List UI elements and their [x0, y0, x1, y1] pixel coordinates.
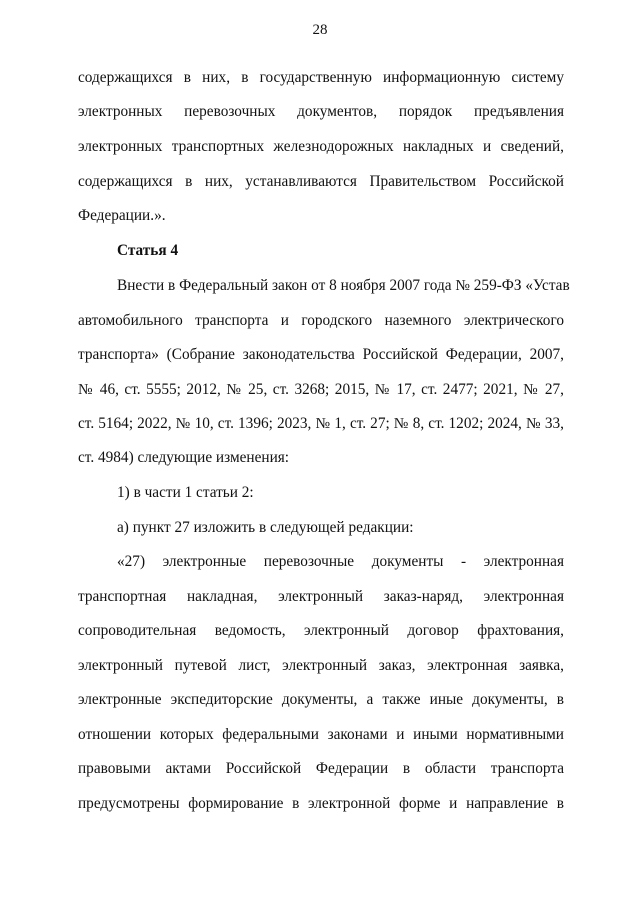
- text-line-4: содержащихся в них, устанавливаются Правительством Российской: [78, 173, 564, 190]
- page-number: 28: [312, 22, 328, 38]
- list-item-part-1: 1) в части 1 статьи 2:: [117, 484, 254, 501]
- text-line-3: электронных транспортных железнодорожных накладных и сведений,: [78, 138, 564, 155]
- text-line-11: ст. 4984) следующие изменения:: [78, 449, 290, 466]
- text-line-16: сопроводительная ведомость, электронный договор фрахтования,: [78, 622, 564, 639]
- text-line-7: автомобильного транспорта и городского наземного электрического: [78, 312, 564, 329]
- list-item-point-a: а) пункт 27 изложить в следующей редакции:: [117, 519, 414, 536]
- text-line-10: ст. 5164; 2022, № 10, ст. 1396; 2023, № 1, ст. 27; № 8, ст. 1202; 2024, № 33,: [78, 415, 564, 432]
- text-line-21: предусмотрены формирование в электронной форме и направление в: [78, 795, 564, 812]
- text-line-20: правовыми актами Российской Федерации в области транспорта: [78, 760, 564, 777]
- text-line-19: отношении которых федеральными законами и иными нормативными: [78, 726, 564, 743]
- text-line-14: «27) электронные перевозочные документы - электронная: [117, 553, 564, 570]
- text-line-2: электронных перевозочных документов, порядок предъявления: [78, 103, 564, 120]
- text-line-9: № 46, ст. 5555; 2012, № 25, ст. 3268; 2015, № 17, ст. 2477; 2021, № 27,: [78, 381, 564, 398]
- text-line-6: Внести в Федеральный закон от 8 ноября 2007 года № 259-ФЗ «Устав: [117, 277, 570, 294]
- text-line-8: транспорта» (Собрание законодательства Российской Федерации, 2007,: [78, 346, 564, 363]
- text-line-17: электронный путевой лист, электронный заказ, электронная заявка,: [78, 657, 564, 674]
- text-line-18: электронные экспедиторские документы, а также иные документы, в: [78, 691, 564, 708]
- text-line-1: содержащихся в них, в государственную информационную систему: [78, 69, 564, 86]
- text-line-15: транспортная накладная, электронный заказ-наряд, электронная: [78, 588, 564, 605]
- article-heading: Статья 4: [117, 242, 179, 259]
- text-line-5: Федерации.».: [78, 207, 166, 224]
